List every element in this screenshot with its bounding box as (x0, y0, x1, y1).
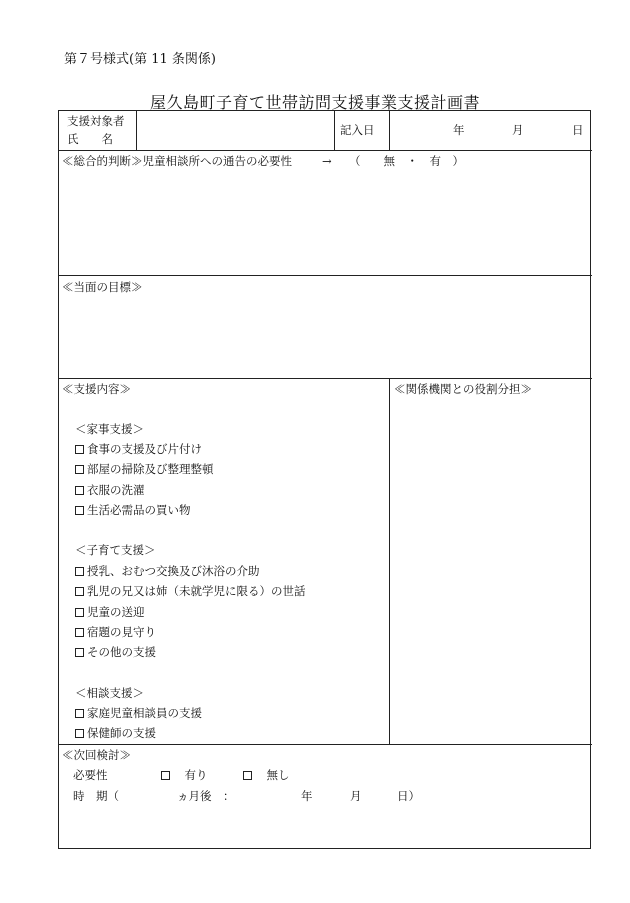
checkbox-icon (75, 445, 84, 454)
entry-day-label: 日 (572, 123, 584, 137)
checkbox-icon (75, 465, 84, 474)
review-month-label: 月 (350, 789, 362, 803)
necessity-yes-option[interactable]: 有り (161, 768, 208, 782)
review-year-label: 年 (301, 789, 313, 803)
checkbox-icon (75, 628, 84, 637)
next-review-label: ≪次回検討≫ (62, 748, 131, 762)
childcare-heading: ＜子育て支援＞ (75, 543, 156, 557)
checkbox-icon (75, 506, 84, 515)
necessity-label: 必要性 (73, 768, 108, 782)
current-goal-label: ≪当面の目標≫ (62, 280, 143, 294)
support-item[interactable]: 生活必需品の買い物 (75, 503, 191, 517)
page-title: 屋久島町子育て世帯訪問支援事業支援計画書 (149, 93, 480, 112)
checkbox-icon (75, 648, 84, 657)
plan-form-table (58, 110, 591, 849)
support-item[interactable]: 部屋の掃除及び整理整頓 (75, 462, 214, 476)
col-divider-name-value (334, 111, 335, 150)
entry-date-label: 記入日 (340, 123, 375, 137)
checkbox-icon (243, 771, 252, 780)
arrow-icon: → (322, 154, 332, 168)
timing-label: 時 期（ (73, 789, 119, 803)
support-item[interactable]: 家庭児童相談員の支援 (75, 706, 202, 720)
row-divider-header (59, 150, 592, 151)
form-number: 第７号様式(第 11 条関係) (64, 52, 216, 67)
entry-year-label: 年 (453, 123, 465, 137)
col-divider-date-label (389, 111, 390, 150)
support-item[interactable]: 乳児の兄又は姉（未就学児に限る）の世話 (75, 584, 306, 598)
support-item[interactable]: 宿題の見守り (75, 625, 156, 639)
support-item[interactable]: 食事の支援及び片付け (75, 442, 202, 456)
checkbox-icon (161, 771, 170, 780)
target-label-line2: 氏 名 (67, 132, 113, 146)
consultation-heading: ＜相談支援＞ (75, 686, 144, 700)
necessity-no-option[interactable]: 無し (243, 768, 290, 782)
support-item[interactable]: 衣服の洗濯 (75, 483, 145, 497)
col-divider-name-label (136, 111, 137, 150)
entry-month-label: 月 (512, 123, 524, 137)
notification-options: （ 無 ・ 有 ） (349, 154, 464, 168)
related-agencies-label: ≪関係機関との役割分担≫ (394, 382, 532, 396)
row-divider-support (59, 744, 592, 745)
row-divider-goal (59, 378, 592, 379)
checkbox-icon (75, 709, 84, 718)
overall-judgment-label: ≪総合的判断≫児童相談所への通告の必要性 (62, 154, 292, 168)
checkbox-icon (75, 587, 84, 596)
support-item[interactable]: 保健師の支援 (75, 726, 156, 740)
col-divider-support (389, 378, 390, 744)
target-label-line1: 支援対象者 (67, 114, 125, 128)
row-divider-judgment (59, 275, 592, 276)
months-after-label: ヵ月後 ： (177, 789, 235, 803)
support-item[interactable]: 児童の送迎 (75, 605, 145, 619)
review-day-label: 日） (397, 789, 420, 803)
support-content-label: ≪支援内容≫ (62, 382, 131, 396)
housework-heading: ＜家事支援＞ (75, 422, 144, 436)
checkbox-icon (75, 729, 84, 738)
support-item[interactable]: その他の支援 (75, 645, 156, 659)
support-item[interactable]: 授乳、おむつ交換及び沐浴の介助 (75, 564, 260, 578)
checkbox-icon (75, 486, 84, 495)
checkbox-icon (75, 608, 84, 617)
checkbox-icon (75, 567, 84, 576)
